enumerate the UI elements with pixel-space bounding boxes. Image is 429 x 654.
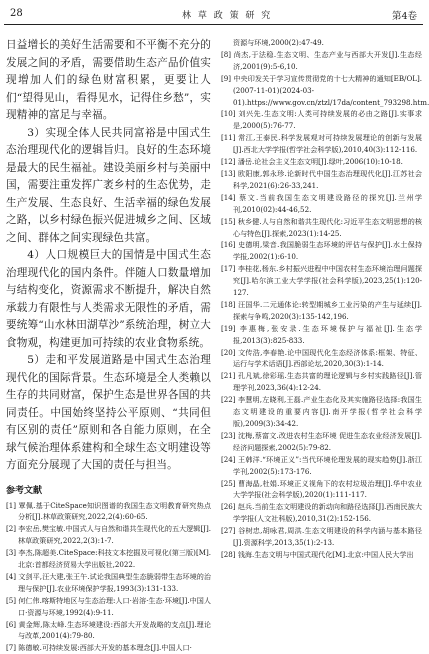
body-paragraph: 3）实现全体人民共同富裕是中国式生态治理现代化的逻辑旨归。良好的生态环境是最大的民生福祉。建设美丽乡村与美丽中国，需要注重发挥广袤乡村的生态优势，走生产发展、生态良好、生活幸福的绿色发展之路，以乡村绿色振兴促进城乡之间、区域之间、群体之间实现绿色共富。 (6, 126, 211, 244)
reference-item: [16] 史德明,梁音.我国脆弱生态环境的评估与保护[J].水土保持学报,2002(1):6-10. (221, 240, 422, 262)
reference-item: [10] 刘兴先.生态文明:人类可持续发展的必由之路[J].实事求是,2000(5):76-77. (221, 109, 422, 131)
issue-label: 第4卷 (391, 11, 417, 22)
body-paragraph: 日益增长的美好生活需要和不平衡不充分的发展之间的矛盾，需要借助生态产品价值实现增加人们的绿色财富积累，更要让人们“望得见山，看得见水，记得住乡愁”，实现精神的富足与幸福。 (6, 39, 211, 121)
reference-item: [21] 孔凡斌,徐彩瑶.生态共富的理论逻辑与乡村实践路径[J].管理学刊,2023,36(4):12-24. (221, 371, 422, 393)
reference-item: [19] 李惠梅,张安录.生态环境保护与福祉[J].生态学报,2013(3):825-833. (221, 323, 422, 345)
reference-item: [13] 欧阳康,郭永珍.论新时代中国生态治理现代化[J].江苏社会科学,2021(6):26-33,241. (221, 168, 422, 190)
reference-item: [8] 尚杰,于法稳.生态文明、生态产业与西部大开发[J].生态经济,2001(9):5-6,10. (221, 49, 422, 71)
references-heading: 参考文献 (6, 485, 43, 496)
reference-item: [28] 钱海.生态文明与中国式现代化[M].北京:中国人民大学出 (221, 549, 414, 559)
reference-item: [27] 谷树忠,胡咏君,周洪.生态文明建设的科学内涵与基本路径[J].资源科学,2013,35(1):2-13. (221, 526, 422, 548)
page-number: 28 (10, 8, 23, 19)
reference-item: [1] 覃佩.基于CiteSpace知识图谱的我国生态文明教育研究热点分析[J].林草政策研究,2022,2(4):60-65. (6, 500, 211, 522)
reference-item: [4] 文剑平,汪大建,张王午.试论我国典型生态脆弱带生态环境的治理与保护[J].农业环境保护学报,1993(3):131-133. (6, 571, 211, 593)
reference-item: [23] 沈梅,蔡富文.改进农村生态环境 促进生态农业经济发展[J].经济问题探索,2002(5):79-82. (221, 430, 422, 452)
page-header (4, 6, 423, 25)
reference-item: [15] 秋乡健.人与自然和谐共生现代化:习近平生态文明思想的核心与特色[J].探索,2023(1):14-25. (221, 216, 422, 238)
reference-item: [25] 曹海晶,杜娟.环境正义视角下的农村垃圾治理[J].华中农业大学学报(社会科学版),2020(1):111-117. (221, 478, 422, 500)
reference-item: [26] 赵兵.当前生态文明建设的新动向和路径选择[J].西南民族大学学报(人文社科版),2010,31(2):152-156. (221, 502, 422, 524)
reference-item: [11] 常江,王泰民.科学发展观对可持续发展理论的创新与发展[J].西北大学学报(哲学社会科学版),2010,40(3):112-116. (221, 133, 422, 155)
reference-item: [7] 陈德敏.可持续发展:西部大开发的基本理念[J].中国人口· (6, 643, 192, 653)
reference-item: [2] 李宏岳,樊宝敏.中国式人与自然和谐共生现代化的五大逻辑[J].林草政策研究,2022,2(3):1-7. (6, 524, 211, 546)
journal-title: 林 草 政 策 研 究 (182, 11, 273, 21)
body-paragraph: 5）走和平发展道路是中国式生态治理现代化的国际背景。生态环境是全人类赖以生存的共同财富，保护生态是世界各国的共同责任。中国始终坚持公平原则、“共同但有区别的责任”原则和各自能力原则，在全球气候治理体系建构和全球生态文明建设等方面充分展现了大国的责任与担当。 (6, 354, 211, 471)
reference-item: [20] 文传浩,李春艳.论中国现代化生态经济体系:框架、特征、运行与学术话语[J].西部论坛,2020,30(3):1-14. (221, 347, 422, 369)
reference-item: [6] 黄金辉,陈太峰.生态环境建设:西部大开发战略的支点[J].理论与改革,2001(4):79-80. (6, 619, 211, 641)
reference-item: [5] 何仁伟.喀斯特地区与生态治理:人口·岩溶·生态·环境[J].中国人口·资源与环境,1992(4):9-11. (6, 595, 211, 617)
body-paragraph: 4）人口规模巨大的国情是中国式生态治理现代化的国内条件。伴随人口数量增加与结构变化，资源需求不断提升，解决自然承载力有限性与人类需求无限性的矛盾，需要统筹“山水林田湖草沙”系统治理，树立大食物观，构建更加可持续的农业食物系统。 (6, 249, 211, 349)
reference-continuation: 资源与环境,2000(2):47-49. (233, 38, 324, 47)
reference-item: [24] 王韩洋.“环境正义”:当代环境伦理发展的现实趋势[J].浙江学刊,2002(5):173-176. (221, 454, 422, 476)
right-column (221, 37, 429, 641)
reference-item: [18] 汪国华.二元通体论:转型期城乡工业污染的产生与延续[J].探索与争鸣,2020(3):135-142,196. (221, 299, 422, 321)
reference-item: [9] 中央印发关于学习宣传贯彻党的十七大精神的通知[EB/OL].(2007-11-01)(2024-03-01).https://www.gov.cn/ztzl/17da/content_793298.htm. (221, 73, 429, 107)
reference-item: [22] 李慧明,左晓利,王磊.产业生态化及其实施路径选择:我国生态文明建设的重要内容[J].南开学报(哲学社会科学版),2009(3):34-42. (221, 395, 422, 428)
reference-item: [3] 李杰,陈超美.CiteSpace:科技文本挖掘及可视化(第三版)[M].北京:首都经济贸易大学出版社,2022. (6, 548, 211, 570)
reference-item: [17] 李桂花,杨东.乡村振兴进程中中国农村生态环境治理问题探究[J].哈尔滨工业大学学报(社会科学版),2023,25(1):120-127. (221, 264, 422, 298)
left-column (6, 37, 211, 653)
reference-item: [12] 潘岳.论社会主义生态文明[J].绿叶,2006(10):10-18. (221, 157, 403, 167)
reference-item: [14] 蔡文.当前我国生态文明建设路径的探究[J].兰州学刊,2010(02):44-46,52. (221, 192, 422, 214)
